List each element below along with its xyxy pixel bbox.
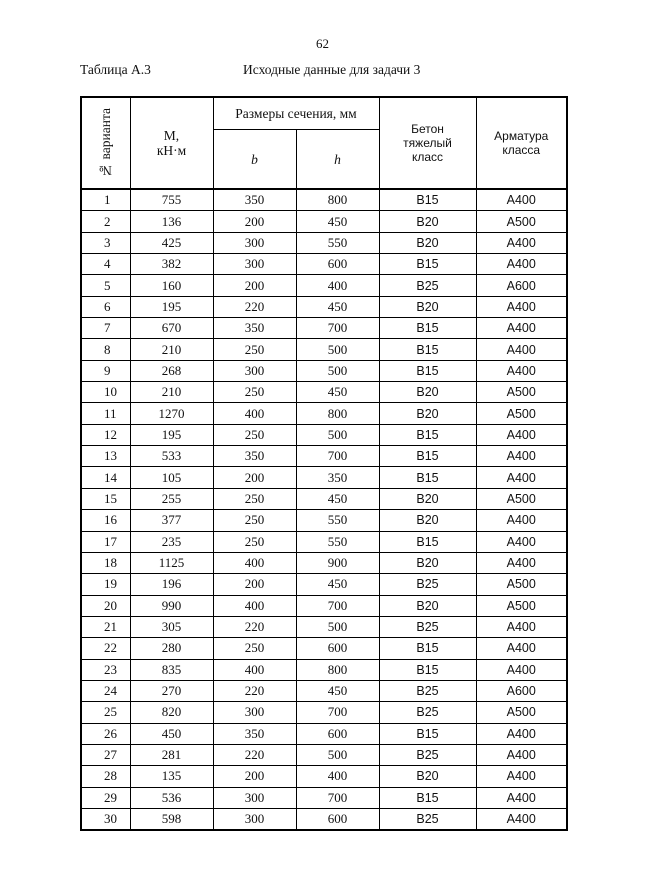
- rebar-class-cell: A400: [476, 552, 567, 573]
- variant-cell: 4: [81, 254, 130, 275]
- h-cell: 550: [296, 510, 379, 531]
- b-cell: 350: [213, 446, 296, 467]
- variant-cell: 23: [81, 659, 130, 680]
- header-rebar-line1: Арматура: [494, 129, 549, 143]
- moment-cell: 280: [130, 638, 213, 659]
- header-rebar: [476, 97, 567, 189]
- h-cell: 700: [296, 318, 379, 339]
- variant-cell: 5: [81, 275, 130, 296]
- concrete-class-cell: B25: [379, 808, 476, 830]
- b-cell: 250: [213, 424, 296, 445]
- header-section-group: Размеры сечения, мм: [213, 97, 379, 130]
- table-row: [81, 531, 567, 552]
- b-cell: 300: [213, 787, 296, 808]
- concrete-class-cell: B20: [379, 595, 476, 616]
- h-cell: 700: [296, 446, 379, 467]
- header-moment-line1: М,: [163, 128, 180, 143]
- header-row-1: [81, 97, 567, 130]
- variant-cell: 25: [81, 702, 130, 723]
- header-concrete: [379, 97, 476, 189]
- moment-cell: 990: [130, 595, 213, 616]
- variant-cell: 28: [81, 766, 130, 787]
- b-cell: 300: [213, 360, 296, 381]
- b-cell: 220: [213, 680, 296, 701]
- variant-cell: 20: [81, 595, 130, 616]
- h-cell: 800: [296, 659, 379, 680]
- variant-cell: 6: [81, 296, 130, 317]
- rebar-class-cell: A500: [476, 403, 567, 424]
- moment-cell: 670: [130, 318, 213, 339]
- concrete-class-cell: B15: [379, 360, 476, 381]
- moment-cell: 160: [130, 275, 213, 296]
- header-variant-label: № варианта: [97, 108, 113, 178]
- variant-cell: 27: [81, 744, 130, 765]
- variant-cell: 19: [81, 574, 130, 595]
- concrete-class-cell: B20: [379, 552, 476, 573]
- header-concrete-line1: Бетон: [411, 122, 444, 136]
- h-cell: 600: [296, 638, 379, 659]
- h-cell: 900: [296, 552, 379, 573]
- h-cell: 800: [296, 189, 379, 211]
- moment-cell: 755: [130, 189, 213, 211]
- table-row: [81, 382, 567, 403]
- table-row: [81, 403, 567, 424]
- moment-cell: 136: [130, 211, 213, 232]
- table-row: [81, 787, 567, 808]
- b-cell: 350: [213, 189, 296, 211]
- table-row: [81, 275, 567, 296]
- concrete-class-cell: B25: [379, 744, 476, 765]
- table-row: [81, 360, 567, 381]
- h-cell: 450: [296, 488, 379, 509]
- rebar-class-cell: A400: [476, 787, 567, 808]
- h-cell: 500: [296, 424, 379, 445]
- concrete-class-cell: B25: [379, 616, 476, 637]
- table-row: [81, 616, 567, 637]
- rebar-class-cell: A400: [476, 318, 567, 339]
- rebar-class-cell: A400: [476, 232, 567, 253]
- b-cell: 350: [213, 723, 296, 744]
- b-cell: 400: [213, 659, 296, 680]
- rebar-class-cell: A400: [476, 189, 567, 211]
- concrete-class-cell: B20: [379, 232, 476, 253]
- b-cell: 400: [213, 403, 296, 424]
- b-cell: 200: [213, 574, 296, 595]
- concrete-class-cell: B15: [379, 318, 476, 339]
- variant-cell: 2: [81, 211, 130, 232]
- h-cell: 550: [296, 531, 379, 552]
- rebar-class-cell: A400: [476, 638, 567, 659]
- moment-cell: 255: [130, 488, 213, 509]
- moment-cell: 382: [130, 254, 213, 275]
- h-cell: 500: [296, 616, 379, 637]
- rebar-class-cell: A400: [476, 446, 567, 467]
- table-row: [81, 318, 567, 339]
- b-cell: 250: [213, 531, 296, 552]
- variant-cell: 29: [81, 787, 130, 808]
- table-row: [81, 254, 567, 275]
- table-row: [81, 510, 567, 531]
- rebar-class-cell: A600: [476, 275, 567, 296]
- variant-cell: 30: [81, 808, 130, 830]
- header-h: h: [296, 130, 379, 190]
- h-cell: 550: [296, 232, 379, 253]
- moment-cell: 598: [130, 808, 213, 830]
- rebar-class-cell: A400: [476, 254, 567, 275]
- h-cell: 700: [296, 787, 379, 808]
- h-cell: 600: [296, 808, 379, 830]
- variant-cell: 22: [81, 638, 130, 659]
- moment-cell: 270: [130, 680, 213, 701]
- h-cell: 400: [296, 275, 379, 296]
- concrete-class-cell: B15: [379, 723, 476, 744]
- b-cell: 220: [213, 296, 296, 317]
- table-row: [81, 424, 567, 445]
- moment-cell: 281: [130, 744, 213, 765]
- concrete-class-cell: B25: [379, 574, 476, 595]
- variant-cell: 1: [81, 189, 130, 211]
- rebar-class-cell: A400: [476, 744, 567, 765]
- table-row: [81, 189, 567, 211]
- data-table: [80, 96, 568, 831]
- concrete-class-cell: B15: [379, 787, 476, 808]
- concrete-class-cell: B20: [379, 510, 476, 531]
- header-concrete-line2: тяжелый: [403, 136, 452, 150]
- b-cell: 400: [213, 552, 296, 573]
- concrete-class-cell: B25: [379, 680, 476, 701]
- moment-cell: 1125: [130, 552, 213, 573]
- variant-cell: 26: [81, 723, 130, 744]
- table-header: [81, 97, 567, 189]
- table-body: [81, 189, 567, 830]
- h-cell: 500: [296, 339, 379, 360]
- table-row: [81, 702, 567, 723]
- table-row: [81, 723, 567, 744]
- concrete-class-cell: B20: [379, 382, 476, 403]
- b-cell: 300: [213, 702, 296, 723]
- table-row: [81, 488, 567, 509]
- variant-cell: 9: [81, 360, 130, 381]
- concrete-class-cell: B20: [379, 488, 476, 509]
- concrete-class-cell: B15: [379, 254, 476, 275]
- concrete-class-cell: B15: [379, 446, 476, 467]
- table-row: [81, 467, 567, 488]
- rebar-class-cell: A500: [476, 488, 567, 509]
- table-row: [81, 595, 567, 616]
- b-cell: 250: [213, 488, 296, 509]
- header-moment: [130, 97, 213, 189]
- rebar-class-cell: A500: [476, 595, 567, 616]
- rebar-class-cell: A400: [476, 766, 567, 787]
- b-cell: 200: [213, 275, 296, 296]
- moment-cell: 425: [130, 232, 213, 253]
- moment-cell: 1270: [130, 403, 213, 424]
- table-caption-label: Таблица А.3: [80, 62, 151, 77]
- concrete-class-cell: B25: [379, 702, 476, 723]
- concrete-class-cell: B15: [379, 659, 476, 680]
- moment-cell: 210: [130, 339, 213, 360]
- header-rebar-line2: класса: [502, 143, 541, 157]
- h-cell: 500: [296, 744, 379, 765]
- rebar-class-cell: A400: [476, 360, 567, 381]
- table-row: [81, 446, 567, 467]
- concrete-class-cell: B20: [379, 766, 476, 787]
- concrete-class-cell: B20: [379, 403, 476, 424]
- b-cell: 250: [213, 339, 296, 360]
- h-cell: 450: [296, 382, 379, 403]
- concrete-class-cell: B15: [379, 339, 476, 360]
- h-cell: 600: [296, 723, 379, 744]
- moment-cell: 195: [130, 296, 213, 317]
- moment-cell: 377: [130, 510, 213, 531]
- rebar-class-cell: A400: [476, 467, 567, 488]
- variant-cell: 14: [81, 467, 130, 488]
- h-cell: 500: [296, 360, 379, 381]
- b-cell: 200: [213, 467, 296, 488]
- variant-cell: 3: [81, 232, 130, 253]
- variant-cell: 8: [81, 339, 130, 360]
- b-cell: 350: [213, 318, 296, 339]
- header-variant: [81, 97, 130, 189]
- b-cell: 250: [213, 510, 296, 531]
- b-cell: 220: [213, 744, 296, 765]
- h-cell: 700: [296, 595, 379, 616]
- variant-cell: 12: [81, 424, 130, 445]
- moment-cell: 450: [130, 723, 213, 744]
- moment-cell: 196: [130, 574, 213, 595]
- h-cell: 600: [296, 254, 379, 275]
- table-row: [81, 574, 567, 595]
- variant-cell: 7: [81, 318, 130, 339]
- b-cell: 300: [213, 232, 296, 253]
- concrete-class-cell: B15: [379, 638, 476, 659]
- h-cell: 700: [296, 702, 379, 723]
- table-row: [81, 296, 567, 317]
- moment-cell: 533: [130, 446, 213, 467]
- h-cell: 450: [296, 680, 379, 701]
- rebar-class-cell: A400: [476, 659, 567, 680]
- concrete-class-cell: B20: [379, 211, 476, 232]
- rebar-class-cell: A500: [476, 574, 567, 595]
- b-cell: 220: [213, 616, 296, 637]
- rebar-class-cell: A400: [476, 339, 567, 360]
- b-cell: 250: [213, 382, 296, 403]
- table-row: [81, 211, 567, 232]
- rebar-class-cell: A400: [476, 616, 567, 637]
- concrete-class-cell: B15: [379, 424, 476, 445]
- moment-cell: 105: [130, 467, 213, 488]
- concrete-class-cell: B20: [379, 296, 476, 317]
- header-concrete-line3: класс: [411, 150, 444, 164]
- h-cell: 450: [296, 296, 379, 317]
- variant-cell: 10: [81, 382, 130, 403]
- moment-cell: 305: [130, 616, 213, 637]
- variant-cell: 11: [81, 403, 130, 424]
- rebar-class-cell: A400: [476, 531, 567, 552]
- header-moment-line2: кН·м: [156, 143, 187, 158]
- table-row: [81, 766, 567, 787]
- table-row: [81, 552, 567, 573]
- h-cell: 450: [296, 211, 379, 232]
- moment-cell: 235: [130, 531, 213, 552]
- table-row: [81, 808, 567, 830]
- moment-cell: 210: [130, 382, 213, 403]
- concrete-class-cell: B25: [379, 275, 476, 296]
- moment-cell: 536: [130, 787, 213, 808]
- variant-cell: 21: [81, 616, 130, 637]
- rebar-class-cell: A400: [476, 808, 567, 830]
- variant-cell: 13: [81, 446, 130, 467]
- b-cell: 250: [213, 638, 296, 659]
- rebar-class-cell: A500: [476, 702, 567, 723]
- variant-cell: 24: [81, 680, 130, 701]
- variant-cell: 18: [81, 552, 130, 573]
- table-row: [81, 232, 567, 253]
- table-caption-title: Исходные данные для задачи 3: [243, 62, 421, 77]
- moment-cell: 268: [130, 360, 213, 381]
- moment-cell: 820: [130, 702, 213, 723]
- b-cell: 200: [213, 766, 296, 787]
- rebar-class-cell: A400: [476, 510, 567, 531]
- header-b: b: [213, 130, 296, 190]
- rebar-class-cell: A400: [476, 296, 567, 317]
- h-cell: 350: [296, 467, 379, 488]
- page-number: 62: [316, 36, 329, 51]
- concrete-class-cell: B15: [379, 189, 476, 211]
- rebar-class-cell: A400: [476, 723, 567, 744]
- variant-cell: 17: [81, 531, 130, 552]
- rebar-class-cell: A500: [476, 382, 567, 403]
- table-row: [81, 659, 567, 680]
- rebar-class-cell: A400: [476, 424, 567, 445]
- variant-cell: 15: [81, 488, 130, 509]
- variant-cell: 16: [81, 510, 130, 531]
- h-cell: 400: [296, 766, 379, 787]
- concrete-class-cell: B15: [379, 467, 476, 488]
- concrete-class-cell: B15: [379, 531, 476, 552]
- rebar-class-cell: A500: [476, 211, 567, 232]
- rebar-class-cell: A600: [476, 680, 567, 701]
- h-cell: 800: [296, 403, 379, 424]
- moment-cell: 195: [130, 424, 213, 445]
- table-row: [81, 680, 567, 701]
- table-row: [81, 638, 567, 659]
- b-cell: 200: [213, 211, 296, 232]
- b-cell: 400: [213, 595, 296, 616]
- moment-cell: 835: [130, 659, 213, 680]
- b-cell: 300: [213, 254, 296, 275]
- table-row: [81, 744, 567, 765]
- table-row: [81, 339, 567, 360]
- h-cell: 450: [296, 574, 379, 595]
- moment-cell: 135: [130, 766, 213, 787]
- b-cell: 300: [213, 808, 296, 830]
